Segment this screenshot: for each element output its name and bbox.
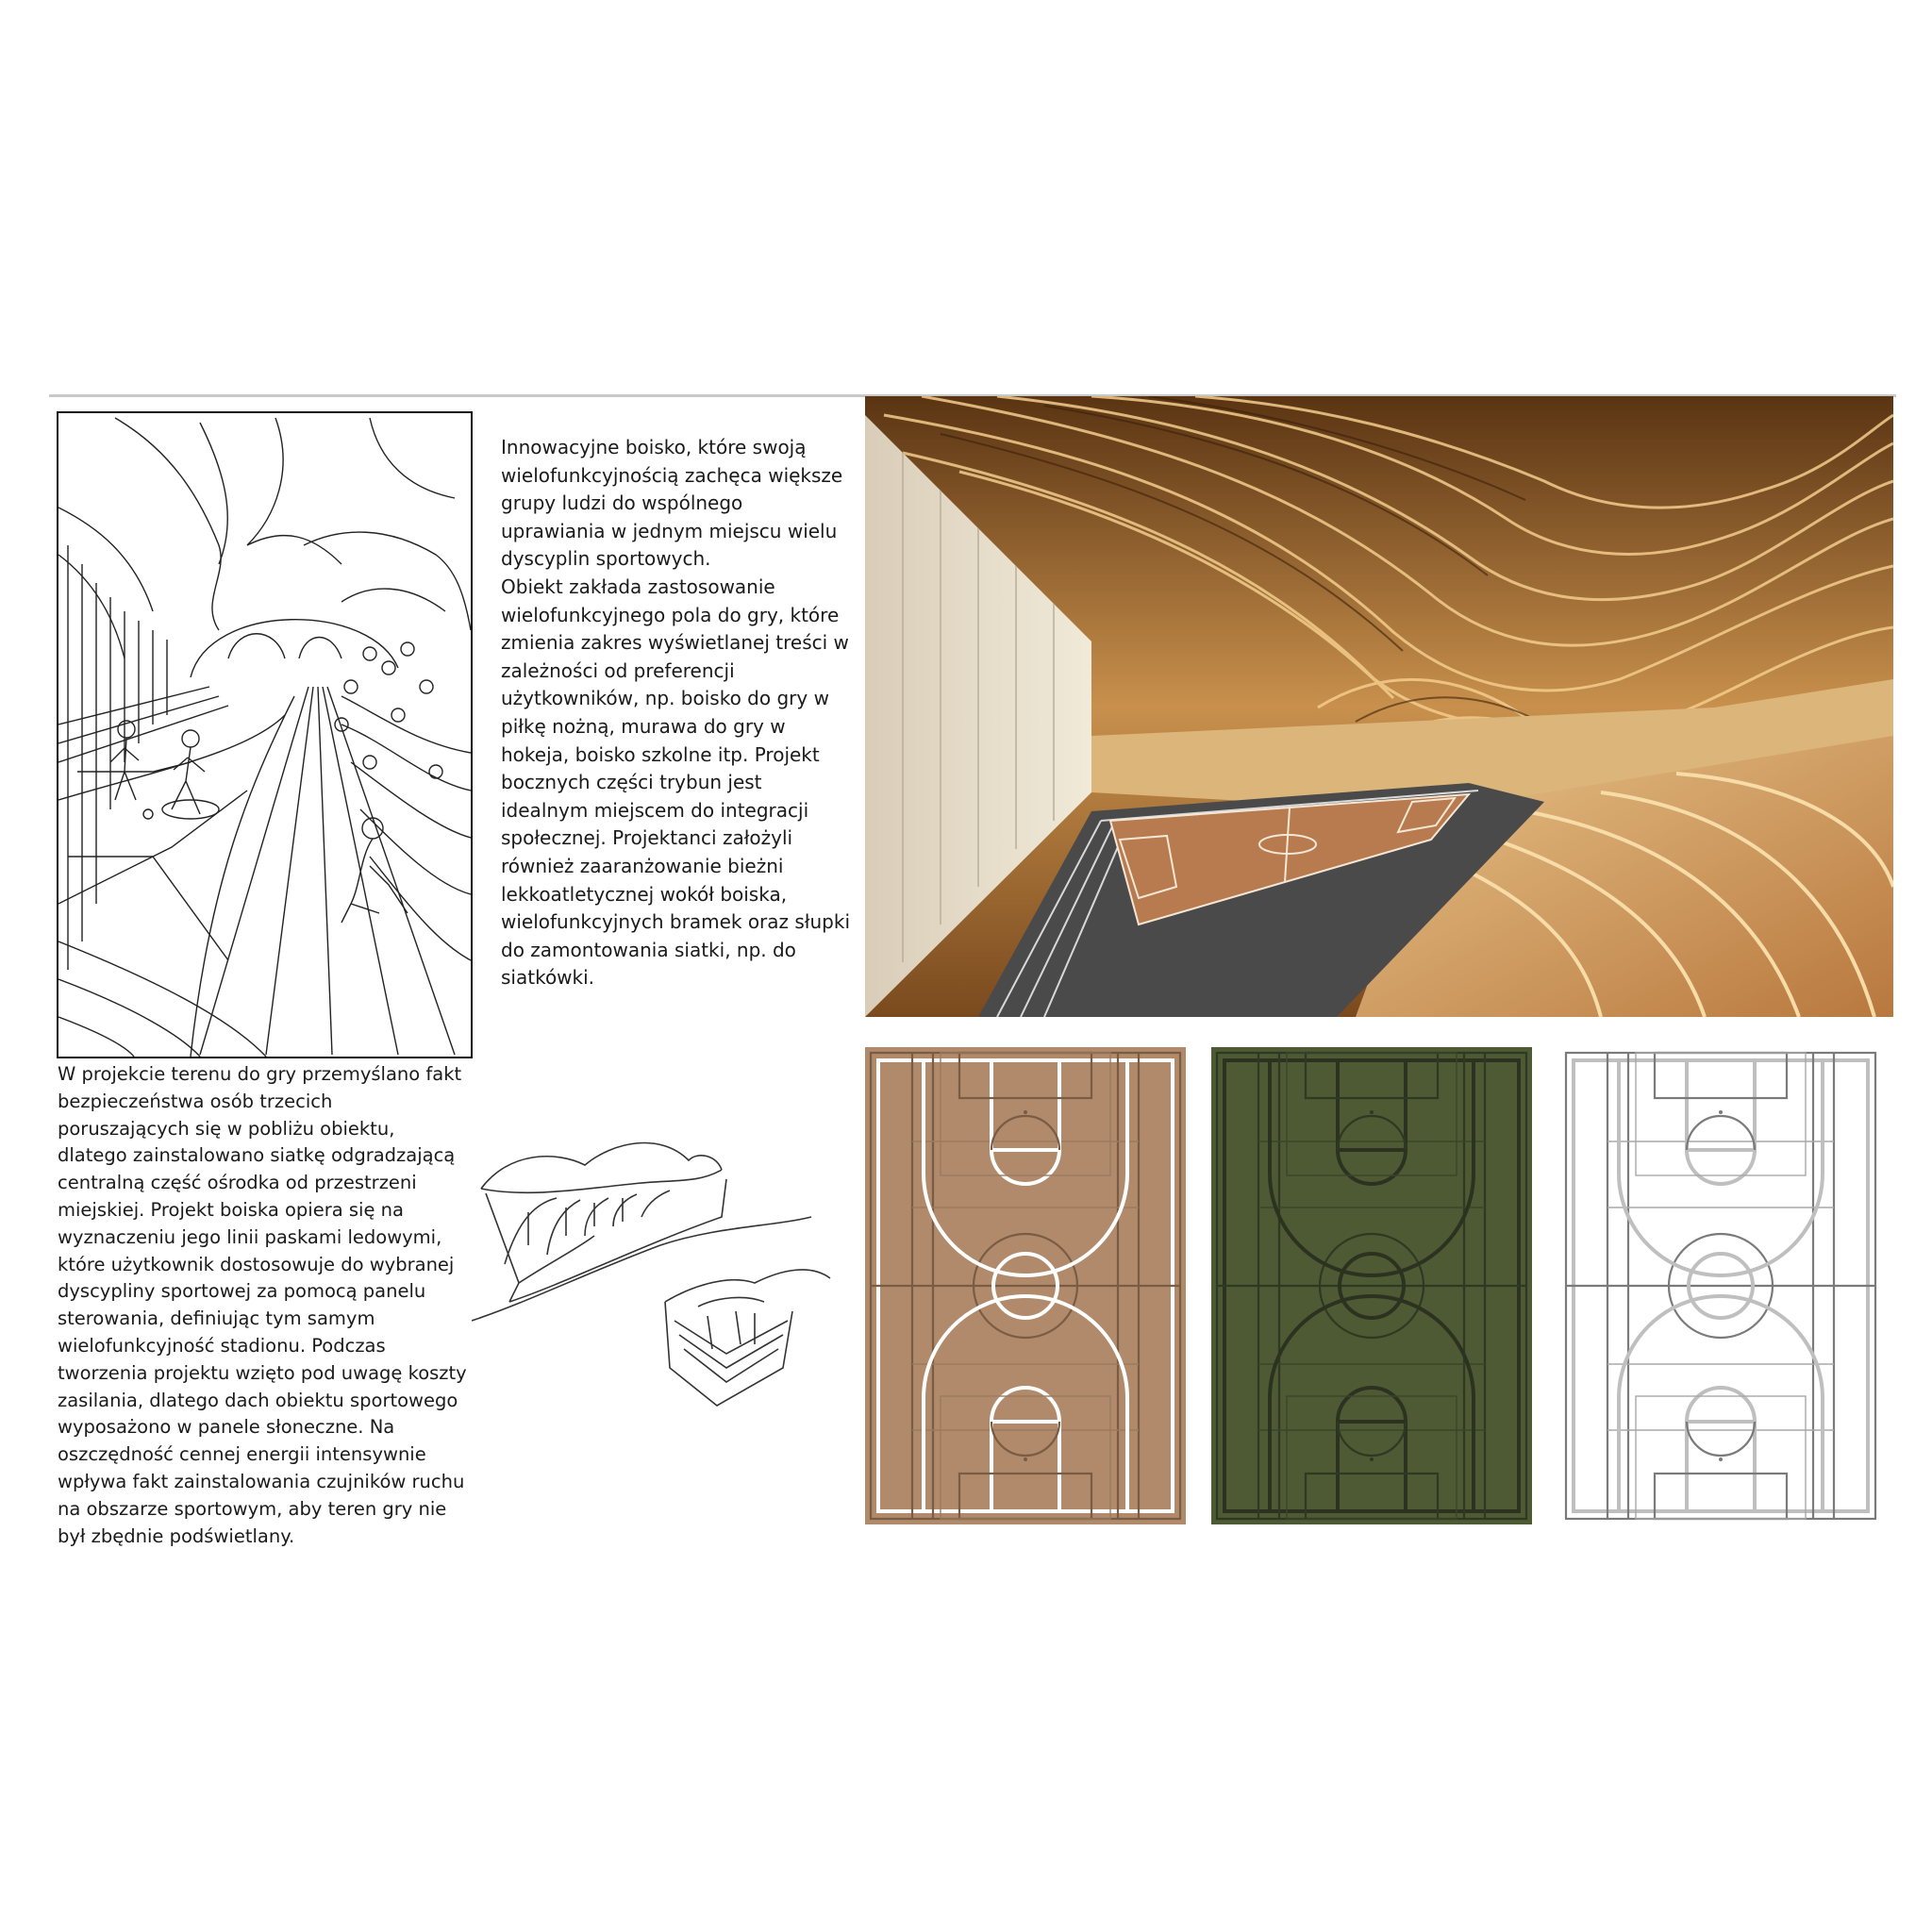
basket-mark bbox=[1370, 1457, 1374, 1461]
interior-perspective-sketch bbox=[57, 411, 473, 1058]
stadium-interior-render bbox=[865, 396, 1893, 1017]
basket-mark bbox=[1024, 1110, 1027, 1114]
basket-mark bbox=[1024, 1457, 1027, 1461]
safety-description: W projekcie terenu do gry przemyślano fakt bezpieczeństwa osób trzecich poruszających się w pobliżu obiektu, dlatego zainstalowano siatkę odgradzającą centralną część ośrodka od przestrzeni miejskiej. Projekt boiska opiera się na wyznaczeniu jego linii paskami ledowymi, które użytkownik dostosowuje do wybranej dyscypliny sportowej za pomocą panelu sterowania, definiując tym samym wielofunkcyjność stadionu. Podczas tworzenia projektu wzięto pod uwagę koszty zasilania, dlatego dach obiektu sportowego wyposażono w panele słoneczne. Na oszczędność cennej energii intensywnie wpływa fakt zainstalowania czujników ruchu na obszarze sportowym, aby teren gry nie był zbędnie podświetlany. bbox=[58, 1063, 467, 1547]
basket-mark bbox=[1719, 1110, 1723, 1114]
basket-mark bbox=[1370, 1110, 1374, 1114]
court-plan-green bbox=[1211, 1047, 1532, 1524]
court-plan-tan bbox=[865, 1047, 1186, 1524]
court-plan-white bbox=[1560, 1047, 1881, 1524]
basket-mark bbox=[1719, 1457, 1723, 1461]
roof-concept-sketch bbox=[472, 1132, 849, 1415]
concept-description: Innowacyjne boisko, które swoją wielofunkcyjnością zachęca większe grupy ludzi do wspólnego uprawiania w jednym miejscu wielu dyscyplin sportowych. Obiekt zakłada zastosowanie wielofunkcyjnego pola do gry, które zmienia zakres wyświetlanej treści w zależności od preferencji użytkowników, np. boisko do gry w piłkę nożną, murawa do gry w hokeja, boisko szkolne itp. Projekt bocznych części trybun jest idealnym miejscem do integracji społecznej. Projektanci założyli również zaaranżowanie bieżni lekkoatletycznej wokół boiska, wielofunkcyjnych bramek oraz słupki do zamontowania siatki, np. do siatkówki. bbox=[501, 436, 850, 990]
